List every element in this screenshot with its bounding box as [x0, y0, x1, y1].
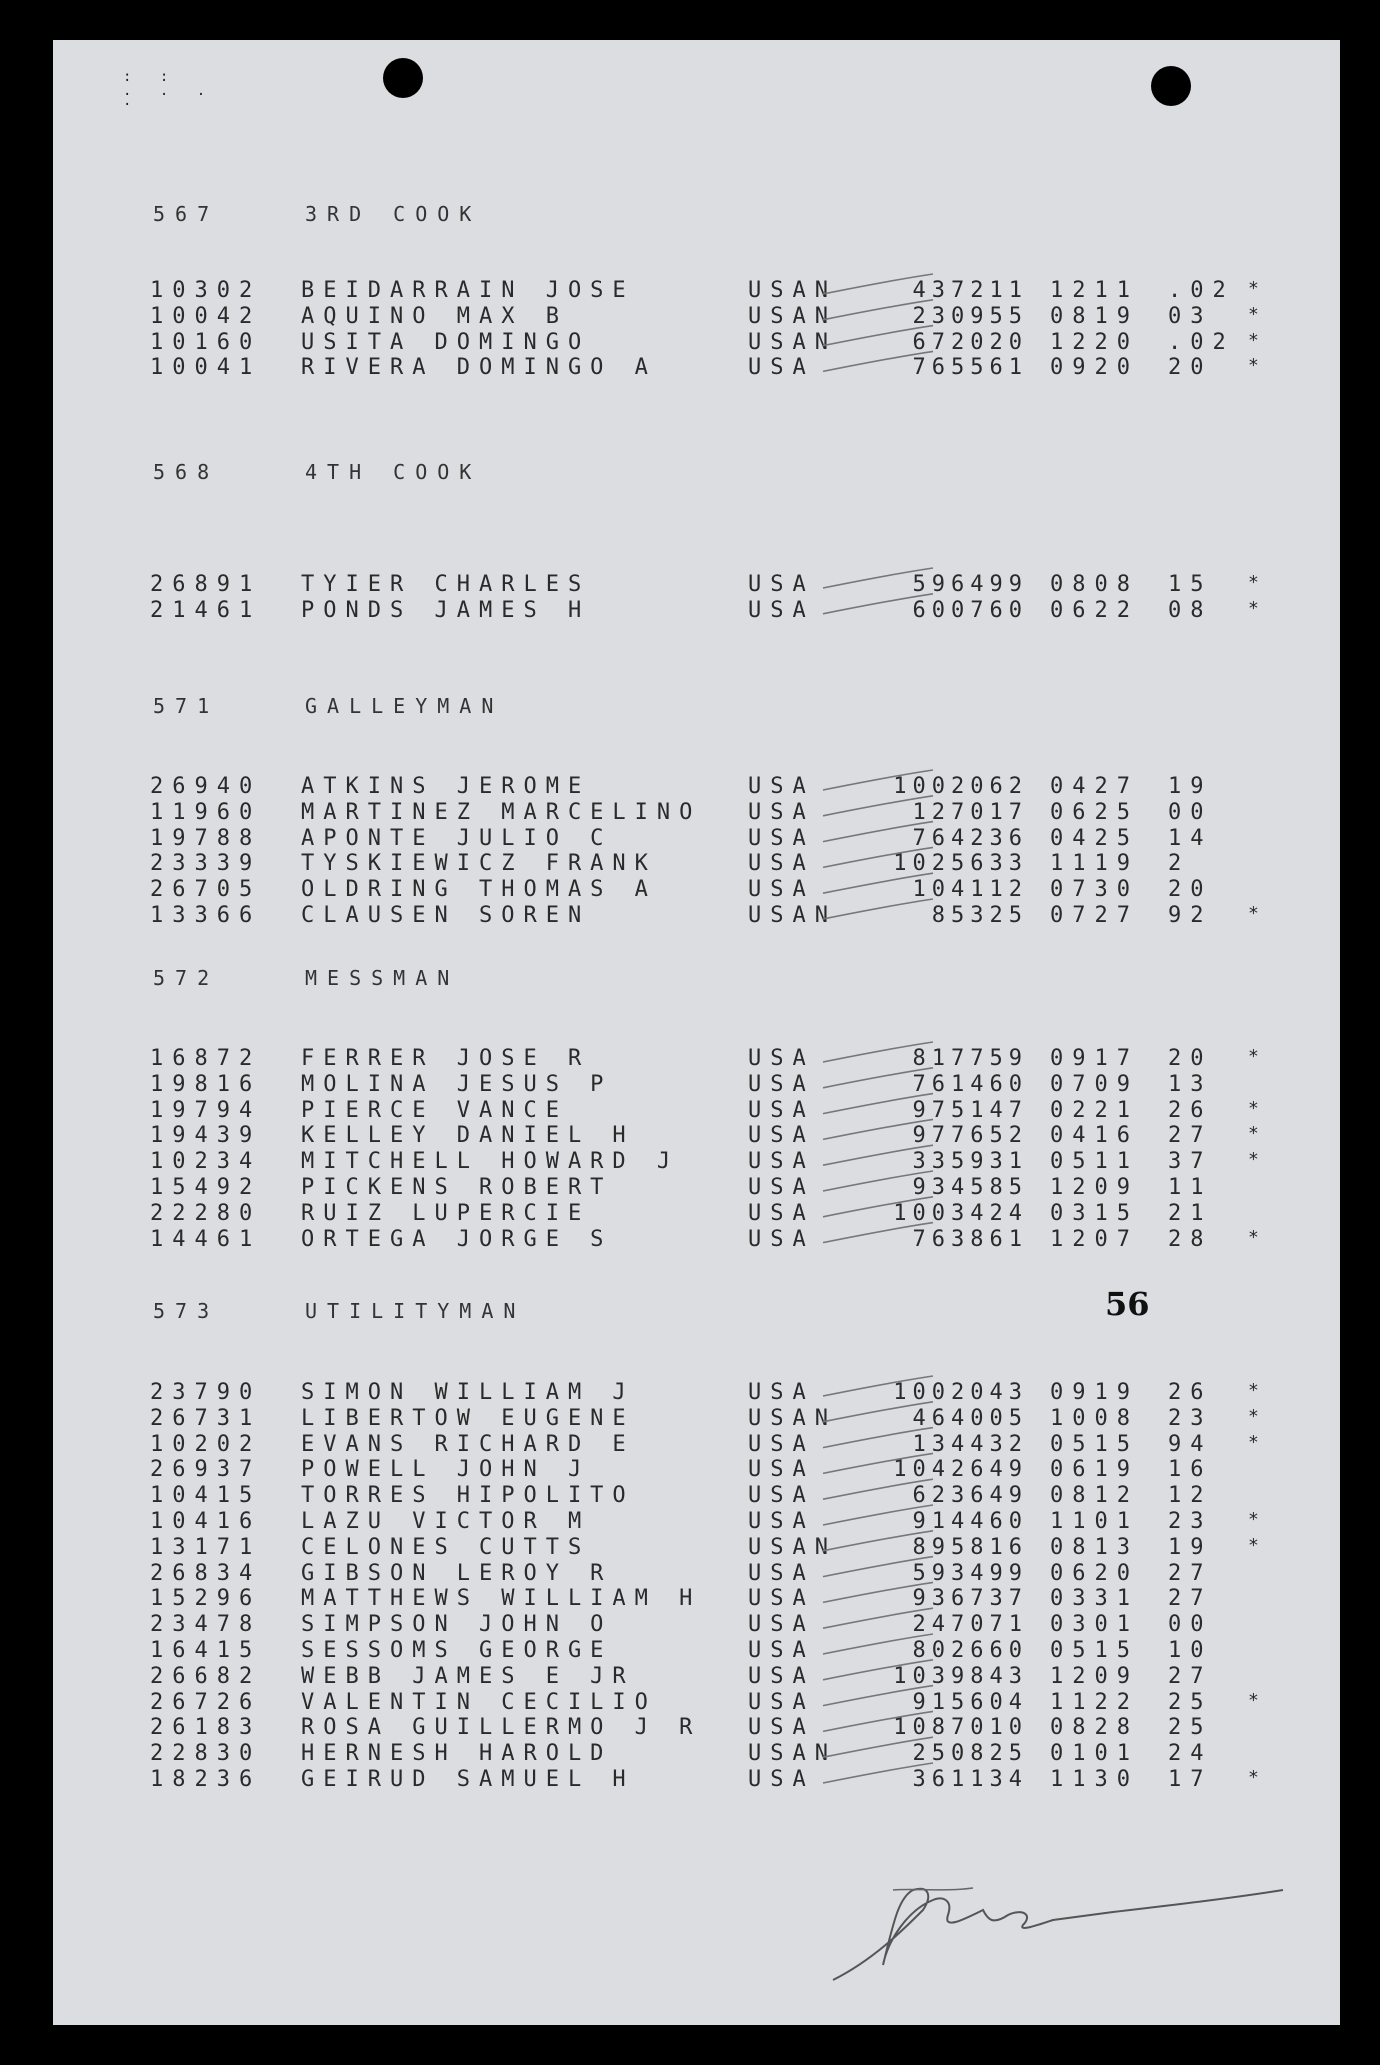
value-code: .02 — [1168, 329, 1235, 355]
nationality-code: USA — [748, 1715, 815, 1741]
value-code: 20 — [1168, 1046, 1213, 1071]
date-code: 1101 — [1050, 1509, 1139, 1534]
crew-number: 26937 — [150, 1457, 262, 1483]
value-code: 14 — [1168, 825, 1213, 851]
nationality-code: USA — [748, 1560, 815, 1586]
value-code: 2 — [1168, 851, 1191, 877]
value-code: 17 — [1168, 1767, 1213, 1792]
crew-number: 22830 — [150, 1741, 262, 1767]
value-code: 08 — [1168, 597, 1213, 623]
asterisk-mark: * — [1248, 1149, 1268, 1171]
crew-name: RUIZ LUPERCIE — [301, 1200, 591, 1226]
value-code: 20 — [1168, 355, 1213, 381]
nationality-code: USA — [748, 1663, 815, 1689]
crew-number: 13366 — [150, 903, 262, 928]
crew-name: MOLINA JESUS P — [301, 1071, 613, 1097]
asterisk-mark: * — [1248, 1226, 1268, 1248]
crew-row — [53, 304, 1340, 330]
crew-number: 19794 — [150, 1097, 262, 1123]
crew-row — [53, 1612, 1340, 1638]
nationality-code: USA — [748, 1457, 815, 1483]
document-number: 230955 — [912, 303, 1028, 329]
date-code: 0427 — [1050, 774, 1139, 799]
crew-row — [53, 330, 1340, 356]
crew-row — [53, 1175, 1340, 1201]
crew-row — [53, 800, 1340, 826]
nationality-code: USA — [748, 1431, 815, 1457]
document-number: 1039843 — [893, 1663, 1028, 1689]
date-code: 1008 — [1050, 1405, 1139, 1431]
document-number: 1002043 — [893, 1380, 1028, 1405]
nationality-code: USAN — [748, 1405, 837, 1431]
section-title: 4TH COOK — [305, 460, 482, 484]
crew-number: 11960 — [150, 799, 262, 825]
value-code: 13 — [1168, 1071, 1213, 1097]
date-code: 0920 — [1050, 355, 1139, 381]
asterisk-mark: * — [1248, 903, 1268, 924]
crew-row — [53, 598, 1340, 624]
crew-name: OLDRING THOMAS A — [301, 877, 657, 903]
crew-number: 23339 — [150, 851, 262, 877]
section-code: 568 — [153, 460, 220, 484]
nationality-code: USA — [748, 1380, 815, 1405]
crew-number: 26705 — [150, 877, 262, 903]
document-number: 761460 — [912, 1071, 1028, 1097]
crew-name: TYIER CHARLES — [301, 572, 591, 597]
date-code: 0511 — [1050, 1149, 1139, 1175]
asterisk-mark: * — [1248, 278, 1268, 299]
crew-row — [53, 1586, 1340, 1612]
date-code: 1209 — [1050, 1175, 1139, 1200]
date-code: 0917 — [1050, 1046, 1139, 1071]
nationality-code: USA — [748, 825, 815, 851]
value-code: 26 — [1168, 1097, 1213, 1123]
date-code: 0819 — [1050, 303, 1139, 329]
crew-number: 26891 — [150, 572, 262, 597]
nationality-code: USAN — [748, 1534, 837, 1560]
date-code: 0331 — [1050, 1586, 1139, 1612]
value-code: 20 — [1168, 877, 1213, 903]
crew-name: AQUINO MAX B — [301, 303, 568, 329]
nationality-code: USA — [748, 877, 815, 903]
document-number: 104112 — [912, 877, 1028, 903]
document-number: 672020 — [912, 329, 1028, 355]
crew-name: KELLEY DANIEL H — [301, 1123, 635, 1149]
value-code: 27 — [1168, 1663, 1213, 1689]
document-number: 1042649 — [893, 1457, 1028, 1483]
crew-row — [53, 1149, 1340, 1175]
document-number: 600760 — [912, 597, 1028, 623]
document-number: 977652 — [912, 1123, 1028, 1149]
crew-row — [53, 1457, 1340, 1483]
document-number: 763861 — [912, 1226, 1028, 1252]
crew-number: 19816 — [150, 1071, 262, 1097]
crew-number: 10041 — [150, 355, 262, 381]
nationality-code: USA — [748, 1175, 815, 1200]
value-code: 03 — [1168, 303, 1213, 329]
crew-name: TYSKIEWICZ FRANK — [301, 851, 657, 877]
value-code: 00 — [1168, 799, 1213, 825]
nationality-code: USA — [748, 1689, 815, 1715]
crew-name: VALENTIN CECILIO — [301, 1689, 657, 1715]
nationality-code: USA — [748, 572, 815, 597]
document-number: 895816 — [912, 1534, 1028, 1560]
crew-number: 18236 — [150, 1767, 262, 1792]
section-code: 572 — [153, 966, 220, 990]
crew-number: 26682 — [150, 1663, 262, 1689]
crew-name: POWELL JOHN J — [301, 1457, 591, 1483]
asterisk-mark: * — [1248, 572, 1268, 593]
document-number: 1002062 — [893, 774, 1028, 799]
asterisk-mark: * — [1248, 303, 1268, 325]
crew-row — [53, 1535, 1340, 1561]
date-code: 1122 — [1050, 1689, 1139, 1715]
document-number: 765561 — [912, 355, 1028, 381]
asterisk-mark: * — [1248, 1046, 1268, 1067]
crew-row — [53, 877, 1340, 903]
nationality-code: USA — [748, 1071, 815, 1097]
crew-row — [53, 1406, 1340, 1432]
crew-number: 26940 — [150, 774, 262, 799]
nationality-code: USA — [748, 799, 815, 825]
crew-name: PIERCE VANCE — [301, 1097, 568, 1123]
crew-number: 26183 — [150, 1715, 262, 1741]
section-title: GALLEYMAN — [305, 694, 504, 718]
document-number: 437211 — [912, 278, 1028, 303]
crew-number: 21461 — [150, 597, 262, 623]
value-code: 27 — [1168, 1123, 1213, 1149]
crew-name: RIVERA DOMINGO A — [301, 355, 657, 381]
value-code: 25 — [1168, 1689, 1213, 1715]
value-code: 19 — [1168, 1534, 1213, 1560]
asterisk-mark: * — [1248, 1689, 1268, 1711]
date-code: 0101 — [1050, 1741, 1139, 1767]
nationality-code: USA — [748, 1123, 815, 1149]
crew-number: 14461 — [150, 1226, 262, 1252]
value-code: 21 — [1168, 1200, 1213, 1226]
page-number: 56 — [1105, 1285, 1150, 1323]
asterisk-mark: * — [1248, 1534, 1268, 1556]
section-code: 567 — [153, 202, 220, 226]
crew-row — [53, 1561, 1340, 1587]
value-code: 12 — [1168, 1483, 1213, 1509]
crew-number: 19439 — [150, 1123, 262, 1149]
crew-name: WEBB JAMES E JR — [301, 1663, 635, 1689]
crew-number: 26731 — [150, 1405, 262, 1431]
crew-name: SIMPSON JOHN O — [301, 1612, 613, 1638]
document-number: 936737 — [912, 1586, 1028, 1612]
date-code: 1211 — [1050, 278, 1139, 303]
value-code: 37 — [1168, 1149, 1213, 1175]
crew-row — [53, 1741, 1340, 1767]
crew-name: SESSOMS GEORGE — [301, 1638, 613, 1663]
section-title: 3RD COOK — [305, 202, 482, 226]
crew-row — [53, 1201, 1340, 1227]
crew-name: CELONES CUTTS — [301, 1534, 591, 1560]
nationality-code: USA — [748, 1226, 815, 1252]
document-number: 134432 — [912, 1431, 1028, 1457]
value-code: 24 — [1168, 1741, 1213, 1767]
date-code: 0813 — [1050, 1534, 1139, 1560]
crew-number: 23790 — [150, 1380, 262, 1405]
date-code: 1130 — [1050, 1767, 1139, 1792]
document-number: 361134 — [912, 1767, 1028, 1792]
document-number: 623649 — [912, 1483, 1028, 1509]
date-code: 0625 — [1050, 799, 1139, 825]
date-code: 1207 — [1050, 1226, 1139, 1252]
crew-name: PICKENS ROBERT — [301, 1175, 613, 1200]
crew-name: MATTHEWS WILLIAM H — [301, 1586, 702, 1612]
nationality-code: USA — [748, 355, 815, 381]
crew-name: EVANS RICHARD E — [301, 1431, 635, 1457]
document-number: 1003424 — [893, 1200, 1028, 1226]
value-code: 25 — [1168, 1715, 1213, 1741]
date-code: 0808 — [1050, 572, 1139, 597]
asterisk-mark: * — [1248, 1123, 1268, 1145]
nationality-code: USAN — [748, 1741, 837, 1767]
crew-number: 22280 — [150, 1200, 262, 1226]
date-code: 1220 — [1050, 329, 1139, 355]
date-code: 0301 — [1050, 1612, 1139, 1638]
asterisk-mark: * — [1248, 1509, 1268, 1530]
nationality-code: USA — [748, 774, 815, 799]
section-code: 573 — [153, 1299, 220, 1323]
date-code: 0709 — [1050, 1071, 1139, 1097]
nationality-code: USAN — [748, 303, 837, 329]
date-code: 0619 — [1050, 1457, 1139, 1483]
document-number: 335931 — [912, 1149, 1028, 1175]
date-code: 0620 — [1050, 1560, 1139, 1586]
crew-name: HERNESH HAROLD — [301, 1741, 613, 1767]
punch-hole-right — [1151, 66, 1191, 106]
date-code: 0730 — [1050, 877, 1139, 903]
crew-number: 15492 — [150, 1175, 262, 1200]
nationality-code: USA — [748, 1483, 815, 1509]
crew-name: SIMON WILLIAM J — [301, 1380, 635, 1405]
date-code: 0828 — [1050, 1715, 1139, 1741]
date-code: 0416 — [1050, 1123, 1139, 1149]
nationality-code: USA — [748, 1046, 815, 1071]
date-code: 0919 — [1050, 1380, 1139, 1405]
value-code: 23 — [1168, 1509, 1213, 1534]
document-number: 247071 — [912, 1612, 1028, 1638]
crew-row — [53, 1715, 1340, 1741]
crew-name: GEIRUD SAMUEL H — [301, 1767, 635, 1792]
crew-row — [53, 1227, 1340, 1253]
crew-number: 10202 — [150, 1431, 262, 1457]
crew-number: 23478 — [150, 1612, 262, 1638]
crew-number: 10042 — [150, 303, 262, 329]
crew-number: 10302 — [150, 278, 262, 303]
crew-name: ORTEGA JORGE S — [301, 1226, 613, 1252]
crew-name: PONDS JAMES H — [301, 597, 591, 623]
document-page — [53, 40, 1340, 2025]
nationality-code: USA — [748, 1586, 815, 1612]
crew-name: GIBSON LEROY R — [301, 1560, 613, 1586]
crew-number: 26834 — [150, 1560, 262, 1586]
asterisk-mark: * — [1248, 1431, 1268, 1453]
crew-row — [53, 1380, 1340, 1406]
document-number: 593499 — [912, 1560, 1028, 1586]
crew-row — [53, 1046, 1340, 1072]
section-title: UTILITYMAN — [305, 1299, 526, 1323]
nationality-code: USAN — [748, 278, 837, 303]
value-code: .02 — [1168, 278, 1235, 303]
asterisk-mark: * — [1248, 597, 1268, 619]
value-code: 11 — [1168, 1175, 1213, 1200]
punch-hole-left — [383, 58, 423, 98]
section-code: 571 — [153, 694, 220, 718]
asterisk-mark: * — [1248, 1097, 1268, 1119]
value-code: 94 — [1168, 1431, 1213, 1457]
value-code: 27 — [1168, 1586, 1213, 1612]
document-number: 127017 — [912, 799, 1028, 825]
crew-name: MARTINEZ MARCELINO — [301, 799, 702, 825]
document-number: 764236 — [912, 825, 1028, 851]
nationality-code: USA — [748, 851, 815, 877]
crew-name: FERRER JOSE R — [301, 1046, 591, 1071]
date-code: 0622 — [1050, 597, 1139, 623]
asterisk-mark: * — [1248, 1380, 1268, 1401]
nationality-code: USA — [748, 1097, 815, 1123]
crew-row — [53, 1072, 1340, 1098]
asterisk-mark: * — [1248, 329, 1268, 351]
value-code: 16 — [1168, 1457, 1213, 1483]
date-code: 0515 — [1050, 1431, 1139, 1457]
value-code: 26 — [1168, 1380, 1213, 1405]
crew-number: 15296 — [150, 1586, 262, 1612]
document-number: 915604 — [912, 1689, 1028, 1715]
crew-row — [53, 1123, 1340, 1149]
crew-name: ATKINS JEROME — [301, 774, 591, 799]
crew-name: TORRES HIPOLITO — [301, 1483, 635, 1509]
ink-specks: : : . . . · — [123, 69, 216, 113]
crew-name: USITA DOMINGO — [301, 329, 591, 355]
crew-number: 16872 — [150, 1046, 262, 1071]
value-code: 27 — [1168, 1560, 1213, 1586]
document-number: 975147 — [912, 1097, 1028, 1123]
crew-name: LIBERTOW EUGENE — [301, 1405, 635, 1431]
asterisk-mark: * — [1248, 355, 1268, 377]
crew-number: 19788 — [150, 825, 262, 851]
crew-name: APONTE JULIO C — [301, 825, 613, 851]
crew-row — [53, 355, 1340, 381]
crew-row — [53, 1483, 1340, 1509]
nationality-code: USA — [748, 597, 815, 623]
date-code: 1119 — [1050, 851, 1139, 877]
nationality-code: USA — [748, 1767, 815, 1792]
crew-row — [53, 826, 1340, 852]
document-number: 914460 — [912, 1509, 1028, 1534]
value-code: 00 — [1168, 1612, 1213, 1638]
date-code: 0515 — [1050, 1638, 1139, 1663]
value-code: 10 — [1168, 1638, 1213, 1663]
crew-number: 16415 — [150, 1638, 262, 1663]
crew-name: LAZU VICTOR M — [301, 1509, 591, 1534]
asterisk-mark: * — [1248, 1405, 1268, 1427]
crew-name: BEIDARRAIN JOSE — [301, 278, 635, 303]
date-code: 0812 — [1050, 1483, 1139, 1509]
value-code: 92 — [1168, 903, 1213, 928]
document-number: 250825 — [912, 1741, 1028, 1767]
nationality-code: USAN — [748, 903, 837, 928]
handwritten-signature — [813, 1870, 1293, 1990]
document-number: 934585 — [912, 1175, 1028, 1200]
document-number: 596499 — [912, 572, 1028, 597]
asterisk-mark: * — [1248, 1767, 1268, 1788]
value-code: 28 — [1168, 1226, 1213, 1252]
nationality-code: USA — [748, 1149, 815, 1175]
document-number: 464005 — [912, 1405, 1028, 1431]
document-number: 85325 — [931, 903, 1028, 928]
nationality-code: USA — [748, 1638, 815, 1663]
crew-name: ROSA GUILLERMO J R — [301, 1715, 702, 1741]
crew-row — [53, 851, 1340, 877]
crew-row — [53, 774, 1340, 800]
document-number: 1087010 — [893, 1715, 1028, 1741]
crew-row — [53, 1767, 1340, 1793]
nationality-code: USAN — [748, 329, 837, 355]
crew-row — [53, 1638, 1340, 1664]
crew-number: 10415 — [150, 1483, 262, 1509]
crew-row — [53, 903, 1340, 929]
document-number: 802660 — [912, 1638, 1028, 1663]
nationality-code: USA — [748, 1200, 815, 1226]
crew-number: 10416 — [150, 1509, 262, 1534]
date-code: 0221 — [1050, 1097, 1139, 1123]
crew-row — [53, 1664, 1340, 1690]
nationality-code: USA — [748, 1509, 815, 1534]
crew-row — [53, 1690, 1340, 1716]
value-code: 15 — [1168, 572, 1213, 597]
value-code: 23 — [1168, 1405, 1213, 1431]
date-code: 0315 — [1050, 1200, 1139, 1226]
date-code: 0727 — [1050, 903, 1139, 928]
crew-row — [53, 278, 1340, 304]
crew-row — [53, 1098, 1340, 1124]
crew-row — [53, 572, 1340, 598]
crew-number: 26726 — [150, 1689, 262, 1715]
document-number: 817759 — [912, 1046, 1028, 1071]
date-code: 0425 — [1050, 825, 1139, 851]
crew-number: 10234 — [150, 1149, 262, 1175]
crew-row — [53, 1432, 1340, 1458]
document-number: 1025633 — [893, 851, 1028, 877]
crew-number: 10160 — [150, 329, 262, 355]
section-title: MESSMAN — [305, 966, 460, 990]
crew-row — [53, 1509, 1340, 1535]
crew-name: CLAUSEN SOREN — [301, 903, 591, 928]
crew-name: MITCHELL HOWARD J — [301, 1149, 680, 1175]
value-code: 19 — [1168, 774, 1213, 799]
crew-number: 13171 — [150, 1534, 262, 1560]
date-code: 1209 — [1050, 1663, 1139, 1689]
nationality-code: USA — [748, 1612, 815, 1638]
